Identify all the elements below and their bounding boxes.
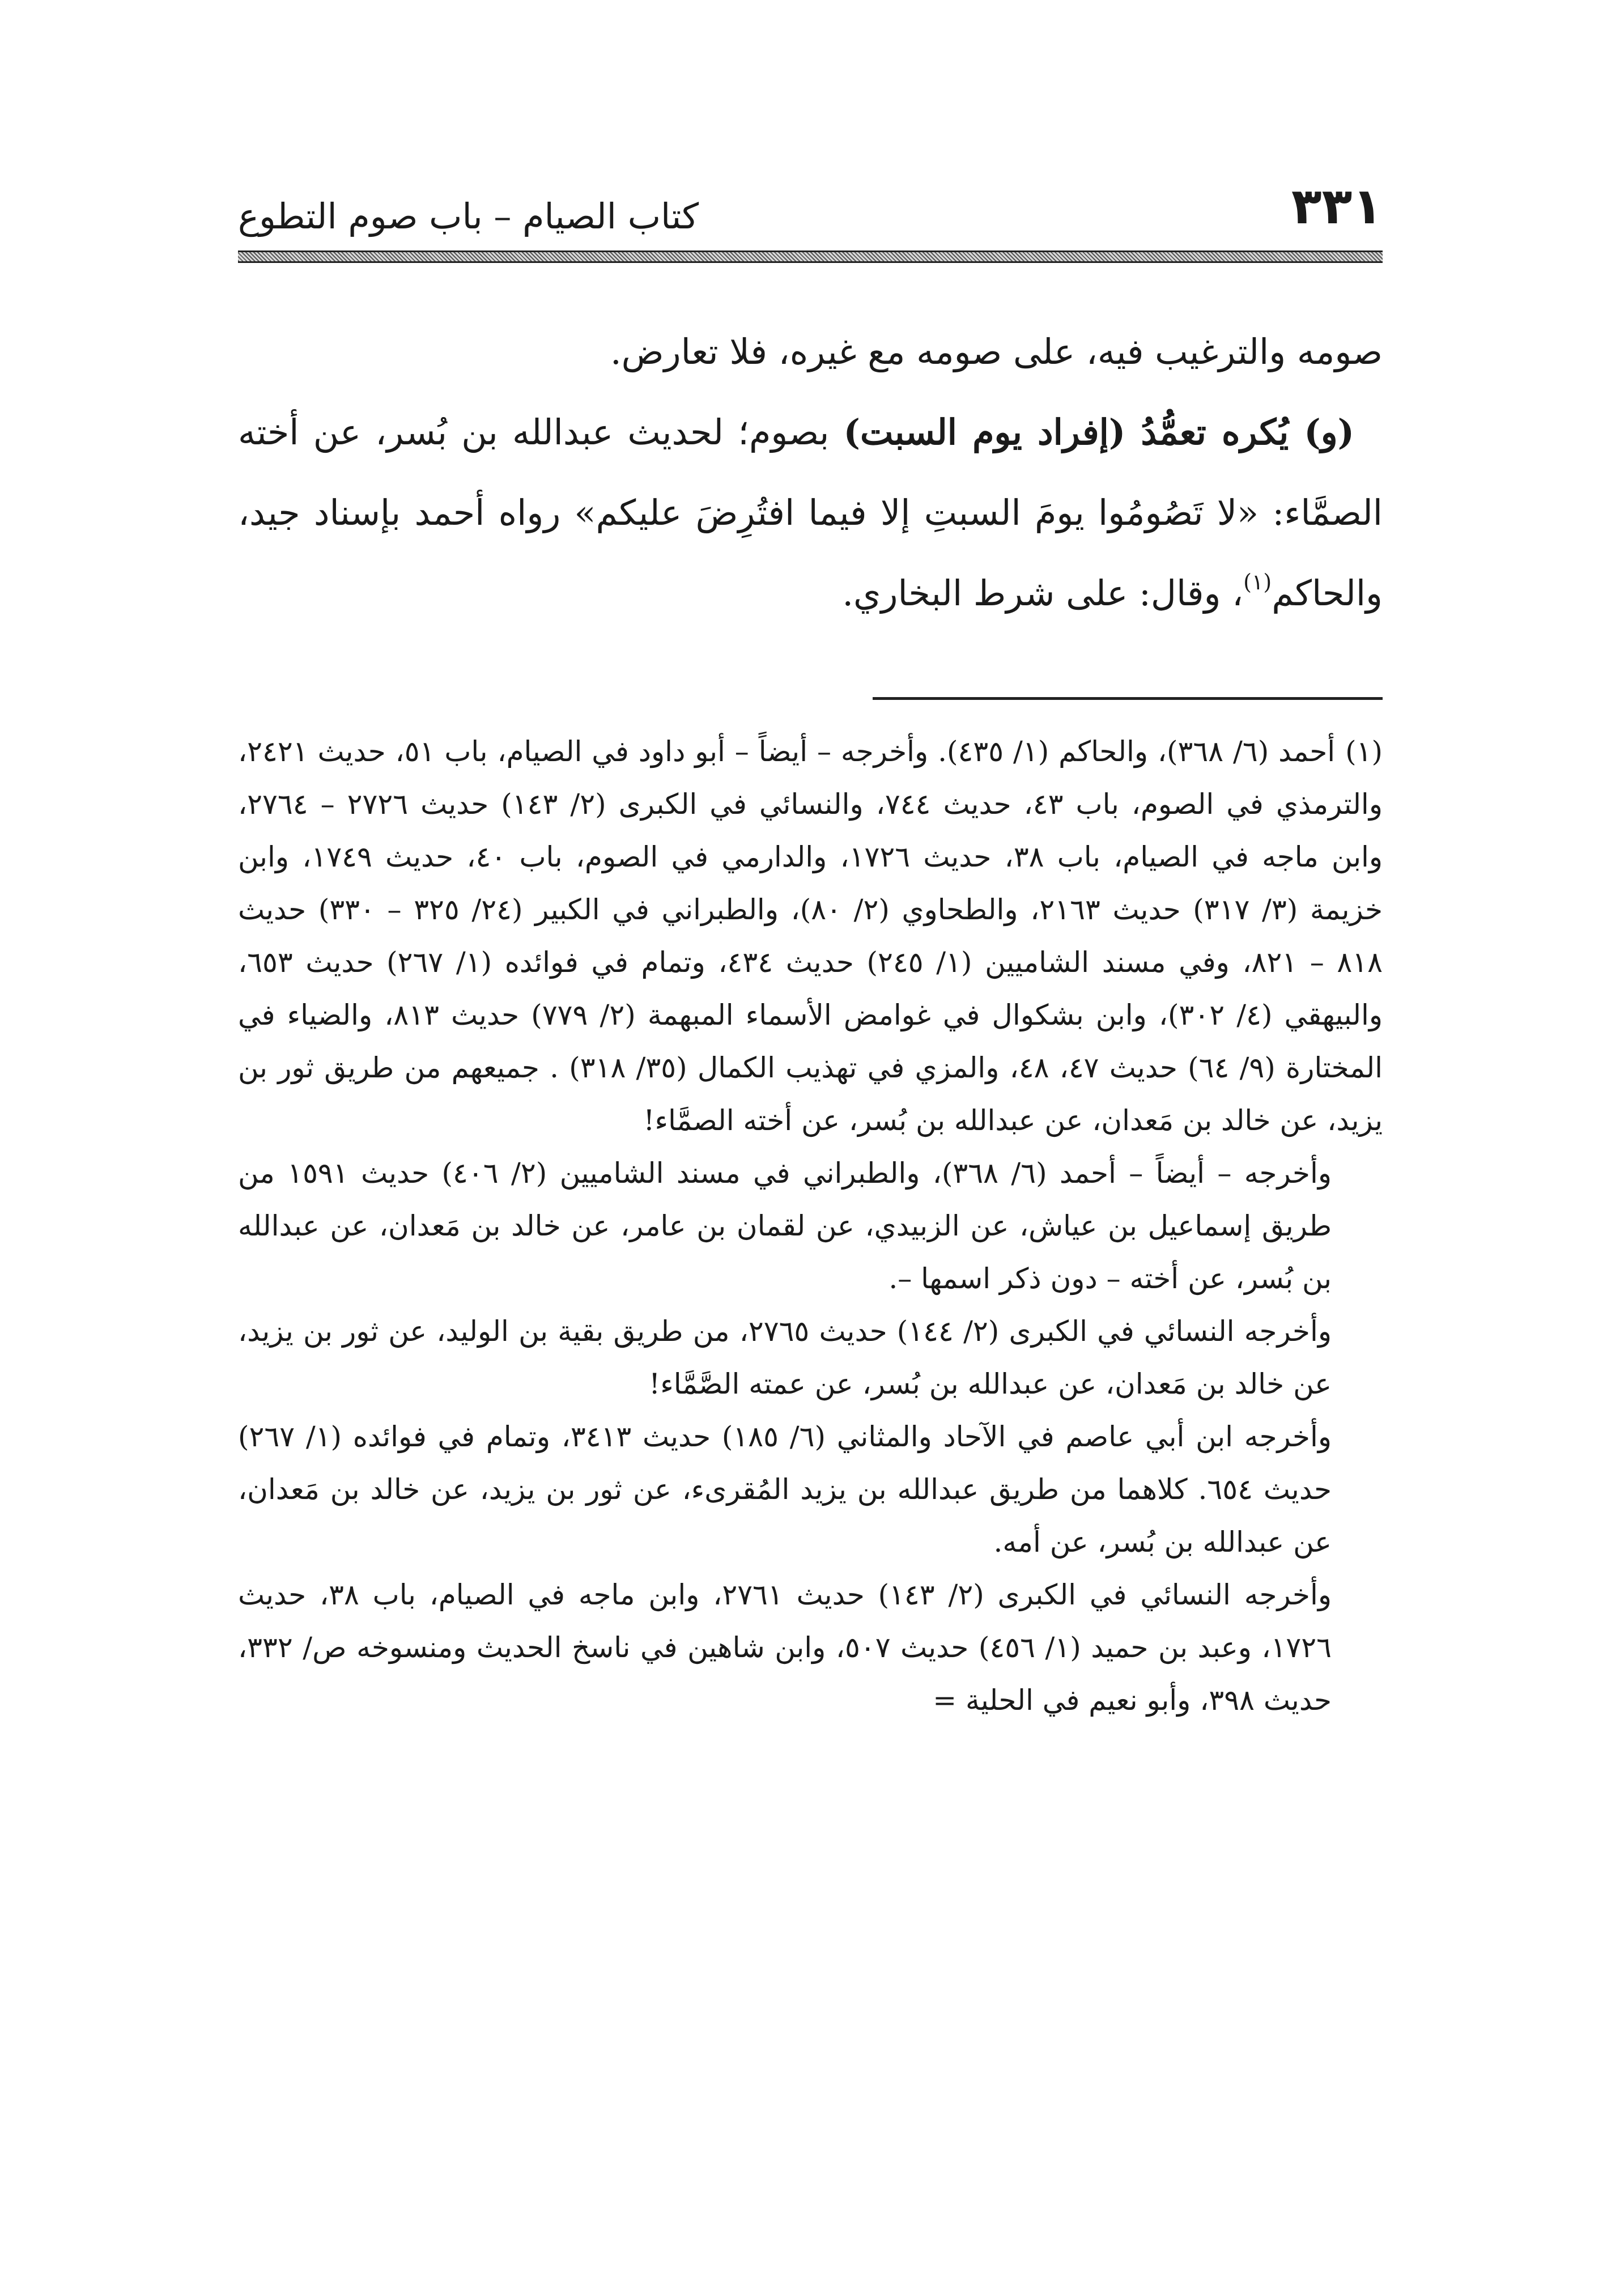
main-text [238,312,1383,634]
page-header [238,170,1383,255]
footnote-paragraph-3: وأخرجه النسائي في الكبرى (٢/ ١٤٤) حديث ٢٧٦٥، من طريق بقية بن الوليد، عن ثور بن يزيد، عن خالد بن مَعدان، عن عبدالله بن بُسر، عن عمته الصَّمَّاء! [238,1315,1332,1400]
running-title: كتاب الصيام – باب صوم التطوع [238,196,699,237]
paragraph-2-text: بصوم؛ لحديث عبدالله بن بُسر، عن أخته الصمَّاء: «لا تَصُومُوا يومَ السبتِ إلا فيما افتُرِضَ عليكم» رواه أحمد بإسناد جيد، والحاكم [238,411,1383,614]
footnote-1-text: أحمد (٦/ ٣٦٨)، والحاكم (١/ ٤٣٥). وأخرجه – أيضاً – أبو داود في الصيام، باب ٥١، حديث ٢٤٢١، والترمذي في الصوم، باب ٤٣، حديث ٧٤٤، والنسائي في الكبرى (٢/ ١٤٣) حديث ٢٧٢٦ – ٢٧٦٤، وابن ماجه في الصيام، باب ٣٨، حديث ١٧٢٦، والدارمي في الصوم، باب ٤٠، حديث ١٧٤٩، وابن خزيمة (٣/ ٣١٧) حديث ٢١٦٣، والطحاوي (٢/ ٨٠)، والطبراني في الكبير (٢٤/ ٣٢٥ – ٣٣٠) حديث ٨١٨ – ٨٢١، وفي مسند الشاميين (١/ ٢٤٥) حديث ٤٣٤، وتمام في فوائده (١/ ٢٦٧) حديث ٦٥٣، والبيهقي (٤/ ٣٠٢)، وابن بشكوال في غوامض الأسماء المبهمة (٢/ ٧٧٩) حديث ٨١٣، والضياء في المختارة (٩/ ٦٤) حديث ٤٧، ٤٨، والمزي في تهذيب الكمال (٣٥/ ٣١٨) . جميعهم من طريق ثور بن يزيد، عن خالد بن مَعدان، عن عبدالله بن بُسر، عن أخته الصمَّاء! [238,735,1383,1137]
footnote-1 [238,725,1383,1147]
footnote-separator [873,697,1383,700]
footnote-paragraph-5: وأخرجه النسائي في الكبرى (٢/ ١٤٣) حديث ٢٧٦١، وابن ماجه في الصيام، باب ٣٨، حديث ١٧٢٦، وعبد بن حميد (١/ ٤٥٦) حديث ٥٠٧، وابن شاهين في ناسخ الحديث ومنسوخه ص/ ٣٣٢، حديث ٣٩٨، وأبو نعيم في الحلية = [238,1578,1332,1717]
paragraph-2-end: ، وقال: على شرط البخاري. [842,572,1244,614]
paragraph-2-bold: (و) يُكره تعمُّدُ (إفراد يوم السبت) [843,411,1354,453]
footnotes [238,725,1383,1727]
header-rule [238,250,1383,263]
footnote-paragraph-2: وأخرجه – أيضاً – أحمد (٦/ ٣٦٨)، والطبراني في مسند الشاميين (٢/ ٤٠٦) حديث ١٥٩١ من طريق إسماعيل بن عياش، عن الزبيدي، عن لقمان بن عامر، عن خالد بن مَعدان، عن عبدالله بن بُسر، عن أخته – دون ذكر اسمها –. [238,1157,1332,1295]
footnote-marker: (١) [1345,735,1383,768]
footnote-reference[interactable]: (١) [1243,570,1272,595]
footnote-paragraph-4: وأخرجه ابن أبي عاصم في الآحاد والمثاني (٦/ ١٨٥) حديث ٣٤١٣، وتمام في فوائده (١/ ٢٦٧) حديث ٦٥٤. كلاهما من طريق عبدالله بن يزيد المُقرىء، عن ثور بن يزيد، عن خالد بن مَعدان، عن عبدالله بن بُسر، عن أمه. [238,1420,1332,1559]
page-number: ٣٣١ [1291,177,1383,235]
book-page [238,170,1383,2267]
paragraph-2 [238,392,1383,634]
paragraph-1: صومه والترغيب فيه، على صومه مع غيره، فلا تعارض. [610,331,1383,372]
